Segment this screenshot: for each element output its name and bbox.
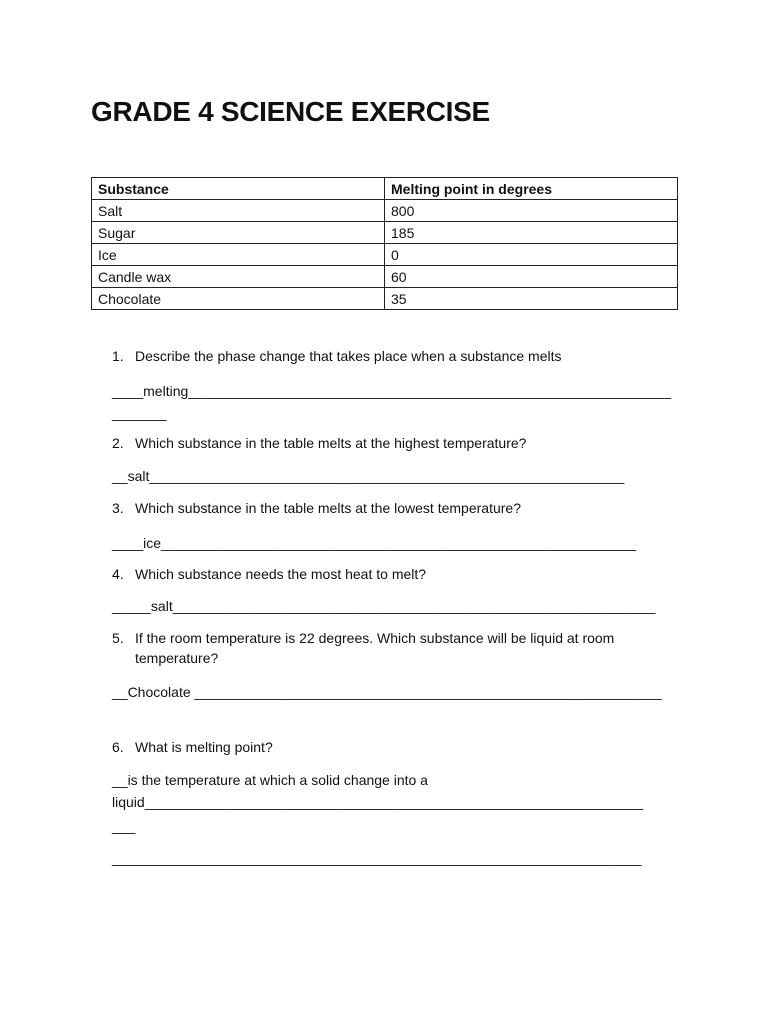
page-title: GRADE 4 SCIENCE EXERCISE <box>91 96 490 127</box>
question-4 <box>112 566 426 582</box>
table-cell-substance: Chocolate <box>92 288 385 310</box>
question-text: Which substance needs the most heat to melt? <box>135 566 427 582</box>
question-number: 6. <box>112 739 124 755</box>
question-text-continued: temperature? <box>135 650 219 666</box>
question-number: 1. <box>112 348 124 364</box>
question-text: Which substance in the table melts at the highest temperature? <box>135 435 527 451</box>
answer-line: ____________________________________________________________________ <box>112 850 642 866</box>
question-text: What is melting point? <box>135 739 273 755</box>
table-row <box>92 200 678 222</box>
answer-line: __is the temperature at which a solid change into a <box>112 772 428 788</box>
question-6 <box>112 739 273 755</box>
table-row <box>92 288 678 310</box>
question-number: 4. <box>112 566 124 582</box>
table-cell-melting-point: 0 <box>385 244 678 266</box>
question-text: Describe the phase change that takes place when a substance melts <box>135 348 562 364</box>
melting-point-table <box>91 177 678 310</box>
table-cell-melting-point: 800 <box>385 200 678 222</box>
answer-line: ___ <box>112 818 136 834</box>
question-text: Which substance in the table melts at the lowest temperature? <box>135 500 521 516</box>
table-row <box>92 222 678 244</box>
table-cell-substance: Sugar <box>92 222 385 244</box>
question-number: 5. <box>112 630 124 646</box>
question-3 <box>112 500 521 516</box>
question-2 <box>112 435 526 451</box>
column-header-substance: Substance <box>92 178 385 200</box>
answer-line: _______ <box>112 405 167 421</box>
question-5 <box>112 630 614 666</box>
table-cell-substance: Candle wax <box>92 266 385 288</box>
table-row <box>92 244 678 266</box>
answer-line: __Chocolate ____________________________________________________________ <box>112 684 662 700</box>
table-cell-substance: Ice <box>92 244 385 266</box>
question-number: 3. <box>112 500 124 516</box>
table-row <box>92 266 678 288</box>
question-number: 2. <box>112 435 124 451</box>
table-cell-substance: Salt <box>92 200 385 222</box>
answer-line: __salt_____________________________________________________________ <box>112 468 625 484</box>
answer-line: ____melting______________________________________________________________ <box>112 383 672 399</box>
answer-line: _____salt______________________________________________________________ <box>112 598 656 614</box>
question-1 <box>112 348 561 364</box>
column-header-melting-point: Melting point in degrees <box>385 178 678 200</box>
answer-line: liquid________________________________________________________________ <box>112 794 644 810</box>
table-cell-melting-point: 35 <box>385 288 678 310</box>
question-text: If the room temperature is 22 degrees. Which substance will be liquid at room <box>135 630 615 646</box>
answer-line: ____ice_____________________________________________________________ <box>112 535 636 551</box>
table-header-row <box>92 178 678 200</box>
table-cell-melting-point: 60 <box>385 266 678 288</box>
table-cell-melting-point: 185 <box>385 222 678 244</box>
